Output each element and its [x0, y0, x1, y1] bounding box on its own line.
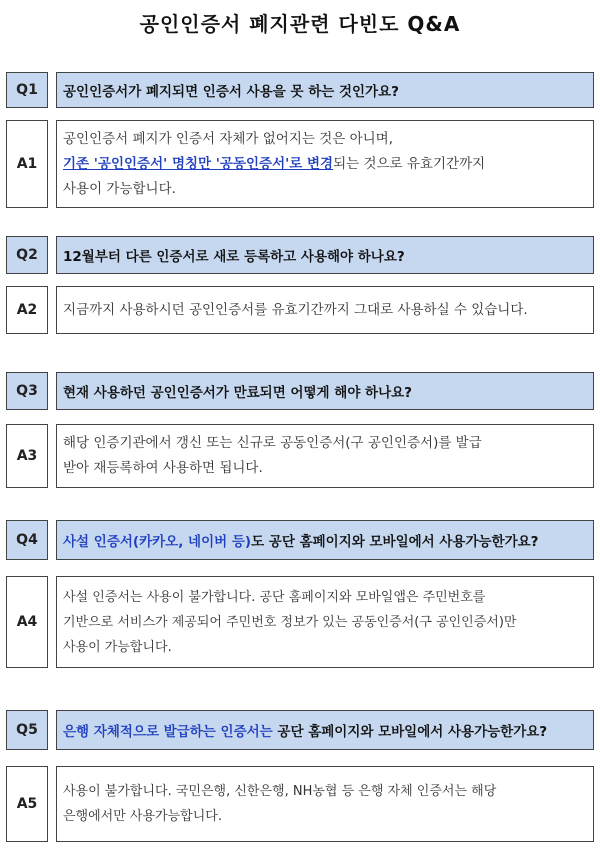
question-rest: 공단 홈페이지와 모바일에서 사용가능한가요?: [272, 724, 548, 740]
question-text: [56, 710, 594, 750]
question-row-3: [6, 372, 594, 410]
answer-line: 사설 인증서는 사용이 불가합니다. 공단 홈페이지와 모바일앱은 주민번호를: [63, 589, 486, 605]
answer-box: [56, 286, 594, 334]
answer-row-3: [6, 424, 594, 488]
answer-label: A3: [6, 424, 48, 488]
question-row-2: [6, 236, 594, 274]
answer-label: A4: [6, 576, 48, 668]
answer-box: [56, 120, 594, 208]
answer-line: 해당 인증기관에서 갱신 또는 신규로 공동인증서(구 공인인증서)를 발급: [63, 435, 482, 451]
answer-line: 사용이 가능합니다.: [63, 639, 172, 655]
answer-row-2: [6, 286, 594, 334]
question-text: 12월부터 다른 인증서로 새로 등록하고 사용해야 하나요?: [56, 236, 594, 274]
answer-row-1: [6, 120, 594, 208]
answer-line: 공인인증서 폐지가 인증서 자체가 없어지는 것은 아니며,: [63, 130, 393, 147]
answer-box: [56, 576, 594, 668]
question-label: Q1: [6, 72, 48, 108]
answer-line: 기반으로 서비스가 제공되어 주민번호 정보가 있는 공동인증서(구 공인인증서)만: [63, 614, 517, 630]
page-title: 공인인증서 폐지관련 다빈도 Q&A: [139, 12, 461, 36]
question-highlight: 사설 인증서(카카오, 네이버 등): [63, 534, 252, 550]
answer-box: [56, 766, 594, 842]
question-label: Q4: [6, 520, 48, 560]
answer-label: A1: [6, 120, 48, 208]
question-text: [56, 520, 594, 560]
answer-highlight: 기존 '공인인증서' 명칭만 '공동인증서'로 변경: [63, 155, 334, 172]
question-highlight: 은행 자체적으로 발급하는 인증서는: [63, 724, 273, 740]
answer-line: 되는 것으로 유효기간까지: [333, 155, 486, 172]
answer-label: A5: [6, 766, 48, 842]
question-label: Q5: [6, 710, 48, 750]
question-row-5: [6, 710, 594, 750]
question-label: Q2: [6, 236, 48, 274]
answer-line: 은행에서만 사용가능합니다.: [63, 809, 222, 824]
answer-row-5: [6, 766, 594, 842]
question-row-4: [6, 520, 594, 560]
answer-row-4: [6, 576, 594, 668]
question-rest: 도 공단 홈페이지와 모바일에서 사용가능한가요?: [251, 534, 539, 550]
answer-box: [56, 424, 594, 488]
question-row-1: [6, 72, 594, 108]
answer-line: 받아 재등록하여 사용하면 됩니다.: [63, 460, 263, 476]
answer-label: A2: [6, 286, 48, 334]
answer-line: 지금까지 사용하시던 공인인증서를 유효기간까지 그대로 사용하실 수 있습니다.: [63, 301, 528, 318]
answer-line: 사용이 불가합니다. 국민은행, 신한은행, NH농협 등 은행 자체 인증서는 해당: [63, 784, 497, 799]
answer-line: 사용이 가능합니다.: [63, 180, 176, 197]
question-label: Q3: [6, 372, 48, 410]
question-text: 현재 사용하던 공인인증서가 만료되면 어떻게 해야 하나요?: [56, 372, 594, 410]
question-text: 공인인증서가 폐지되면 인증서 사용을 못 하는 것인가요?: [56, 72, 594, 108]
